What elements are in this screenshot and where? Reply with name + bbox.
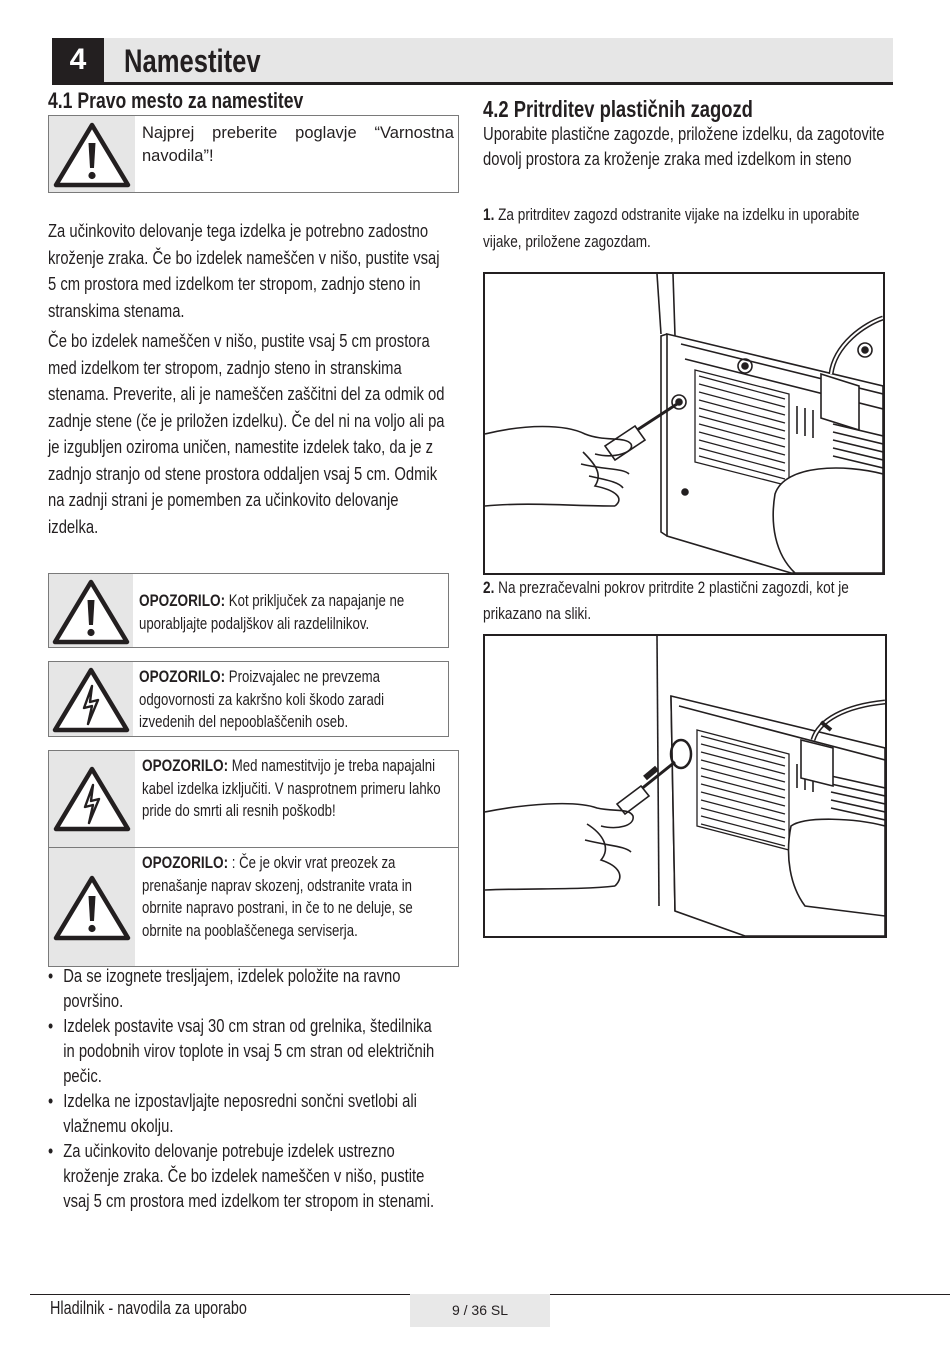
warning-box-2 xyxy=(48,661,449,737)
list-item: • Za učinkovito delovanje potrebuje izdelek ustrezno kroženje zraka. Če bo izdelek nameščen v nišo, pustite vsaj 5 cm prostora med izdelkom ter stropom in stenami. xyxy=(48,1138,440,1213)
chapter-title: Namestitev xyxy=(124,43,261,79)
fridge-back-screwdriver-illustration xyxy=(485,274,883,573)
warning-label: OPOZORILO: xyxy=(139,667,226,686)
warning-box-4 xyxy=(48,847,459,967)
placement-bullet-list xyxy=(48,963,440,1213)
note-box xyxy=(48,115,459,193)
warning-label: OPOZORILO: xyxy=(142,853,229,872)
warning-box-1 xyxy=(48,573,449,648)
list-item: • Da se izognete tresljajem, izdelek položite na ravno površino. xyxy=(48,963,440,1013)
list-item: • Izdelek postavite vsaj 30 cm stran od grelnika, štedilnika in podobnih virov toplote in vsaj 5 cm stran od električnih pečic. xyxy=(48,1013,440,1088)
step-number: 2. xyxy=(483,578,495,597)
footer-title: Hladilnik - navodila za uporabo xyxy=(50,1298,247,1318)
section-4-2-intro: Uporabite plastične zagozde, priložene izdelku, da zagotovite dovolj prostora za kroženje zraka med izdelkom in steno xyxy=(483,123,885,169)
step-1: 1. Za pritrditev zagozd odstranite vijake na izdelku in uporabite vijake, priložene zagozdam. xyxy=(483,205,860,251)
list-item: • Izdelka ne izpostavljajte neposredni sončni svetlobi ali vlažnemu okolju. xyxy=(48,1088,440,1138)
section-4-2-heading: 4.2 Pritrditev plastičnih zagozd xyxy=(483,96,753,122)
warning-text-4: OPOZORILO: : Če je okvir vrat preozek za prenašanje naprav skozenj, odstranite vrata in obrnite napravo postrani, in če to ne deluje, se obrnite na pooblaščenega serviserja. xyxy=(142,853,413,940)
warning-triangle-icon xyxy=(52,874,132,942)
warning-label: OPOZORILO: xyxy=(139,591,226,610)
step-2: 2. Na prezračevalni pokrov pritrdite 2 plastični zagozdi, kot je prikazano na sliki. xyxy=(483,578,849,623)
page-number: 9 / 36 SL xyxy=(410,1294,550,1327)
warning-triangle-icon xyxy=(51,578,131,646)
paragraph-2: Če bo izdelek nameščen v nišo, pustite vsaj 5 cm prostora med izdelkom ter stropom, zadnjo steno in stranskima stenama. Preverite, ali je nameščen zaščitni del za odmik od zadnje stene (če je priložen izdelku). Če del ni na voljo ali pa je izgubljen oziroma uničen, namestite izdelek tako, da je z zadnjo stranjo od stene prostora oddaljen vsaj 5 cm. Odmik na zadnji strani je pomemben za učinkovito delovanje izdelka. xyxy=(48,330,445,537)
warning-text-2: OPOZORILO: Proizvajalec ne prevzema odgovornosti za kakršno koli škodo zaradi izvedenih del nepooblaščenih oseb. xyxy=(139,667,385,731)
warning-label: OPOZORILO: xyxy=(142,756,229,775)
section-4-1-heading: 4.1 Pravo mesto za namestitev xyxy=(48,88,304,113)
warning-icon-cell xyxy=(49,116,135,192)
warning-text-3: OPOZORILO: Med namestitvijo je treba napajalni kabel izdelka izključiti. V nasprotnem primeru lahko pride do smrti ali resnih poškodb! xyxy=(142,756,441,820)
warning-text-1: OPOZORILO: Kot priključek za napajanje ne uporabljajte podaljškov ali razdelilnikov. xyxy=(139,591,405,633)
chapter-number: 4 xyxy=(52,38,104,82)
paragraph-1: Za učinkovito delovanje tega izdelka je potrebno zadostno kroženje zraka. Če bo izdelek nameščen v nišo, pustite vsaj 5 cm prostora med izdelkom ter stropom, zadnjo steno in stranskima stenama. xyxy=(48,220,440,321)
figure-attach-spacers xyxy=(483,634,887,938)
note-text: Najprej preberite poglavje “Varnostna navodila”! xyxy=(142,124,454,165)
electric-hazard-icon xyxy=(52,765,132,833)
electric-hazard-icon xyxy=(51,666,131,734)
step-number: 1. xyxy=(483,205,495,224)
figure-remove-screw xyxy=(483,272,885,575)
warning-triangle-icon xyxy=(52,121,132,189)
spacer-attach-illustration xyxy=(485,636,885,936)
warning-box-3 xyxy=(48,750,459,848)
